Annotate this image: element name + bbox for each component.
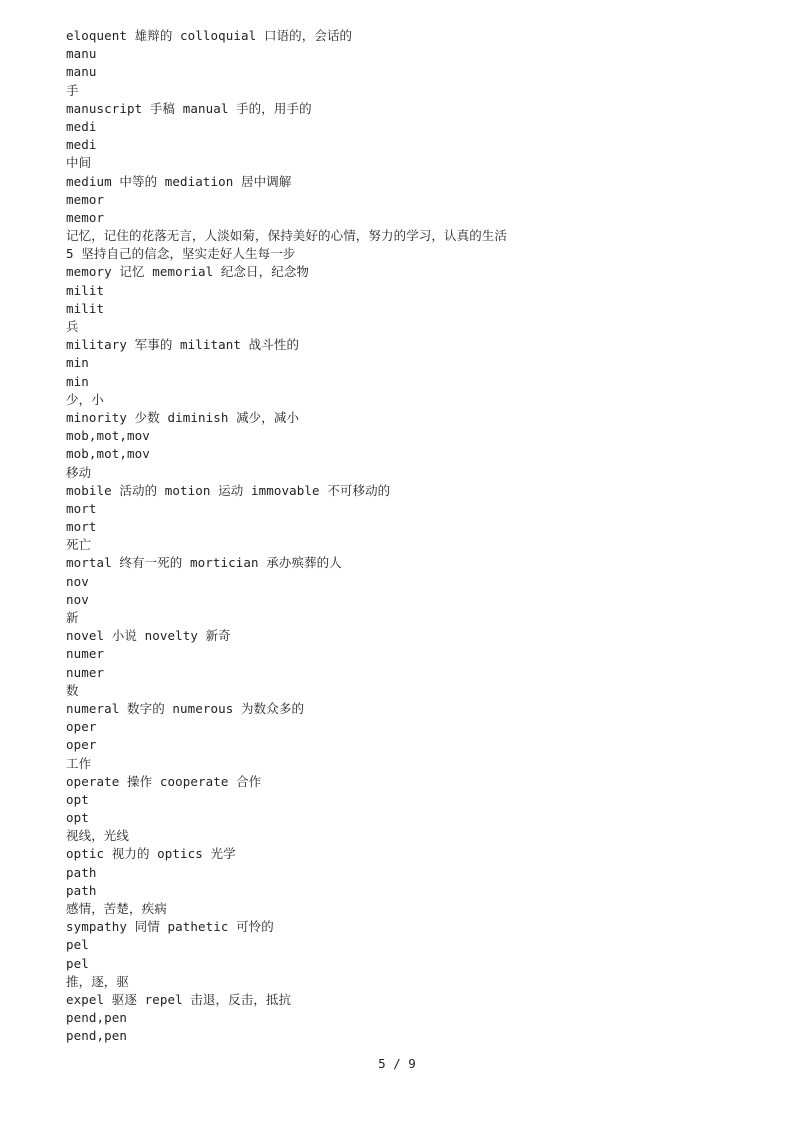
text-line: mort — [66, 519, 97, 535]
text-line: path — [66, 882, 97, 898]
page-number-footer — [0, 1056, 794, 1071]
text-line: manu — [66, 64, 97, 80]
text-line: medium 中等的 mediation 居中调解 — [66, 173, 292, 189]
text-line: novel 小说 novelty 新奇 — [66, 628, 231, 644]
text-line: sympathy 同情 pathetic 可怜的 — [66, 919, 274, 935]
text-line: memory 记忆 memorial 纪念日，纪念物 — [66, 264, 310, 280]
text-line: manu — [66, 46, 97, 62]
text-line: 手 — [66, 82, 79, 98]
text-line: nov — [66, 573, 89, 589]
text-line: eloquent 雄辩的 colloquial 口语的，会话的 — [66, 28, 353, 43]
text-line: 工作 — [66, 755, 92, 771]
text-line: 推，逐，驱 — [66, 973, 130, 989]
text-line: oper — [66, 737, 97, 753]
text-line: manuscript 手稿 manual 手的，用手的 — [66, 100, 312, 116]
text-line: operate 操作 cooperate 合作 — [66, 773, 262, 789]
text-line: 感情，苦楚，疾病 — [66, 901, 167, 916]
text-line: mobile 活动的 motion 运动 immovable 不可移动的 — [66, 482, 391, 498]
text-line: memor — [66, 191, 105, 207]
text-line: 死亡 — [66, 537, 92, 553]
text-line: mob,mot,mov — [66, 446, 150, 462]
text-line: nov — [66, 591, 89, 607]
text-line: medi — [66, 118, 97, 134]
text-line: oper — [66, 719, 97, 735]
text-line: 记忆，记住的花落无言，人淡如菊，保持美好的心情，努力的学习，认真的生活 — [66, 228, 508, 244]
document-body — [66, 27, 766, 1046]
text-line: minority 少数 diminish 减少，减小 — [66, 409, 300, 425]
text-line: numeral 数字的 numerous 为数众多的 — [66, 700, 305, 716]
text-line: numer — [66, 646, 105, 662]
text-line: min — [66, 355, 89, 371]
text-line: 新 — [66, 610, 79, 625]
text-line: pel — [66, 937, 89, 953]
text-line: mort — [66, 500, 97, 516]
text-line: pend,pen — [66, 1010, 128, 1026]
text-line: medi — [66, 137, 97, 153]
text-line: mob,mot,mov — [66, 428, 150, 444]
text-line: 兵 — [66, 319, 79, 334]
text-line: min — [66, 373, 89, 389]
text-line: 视线，光线 — [66, 828, 130, 844]
text-line: military 军事的 militant 战斗性的 — [66, 337, 300, 353]
text-line: 5 坚持自己的信念，坚实走好人生每一步 — [66, 246, 296, 262]
text-line: pel — [66, 955, 89, 971]
text-line: path — [66, 864, 97, 880]
text-line: memor — [66, 209, 105, 225]
text-line: 少，小 — [66, 391, 104, 407]
text-line: 中间 — [66, 155, 92, 171]
text-line: milit — [66, 282, 105, 298]
text-line: milit — [66, 300, 105, 316]
text-line: optic 视力的 optics 光学 — [66, 846, 236, 862]
text-line: expel 驱逐 repel 击退，反击，抵抗 — [66, 991, 292, 1007]
text-line: mortal 终有一死的 mortician 承办殡葬的人 — [66, 555, 342, 571]
page-indicator: 5 / 9 — [378, 1056, 416, 1071]
text-line: opt — [66, 810, 89, 826]
text-line: numer — [66, 664, 105, 680]
text-line: pend,pen — [66, 1028, 128, 1044]
text-line: 数 — [66, 682, 79, 698]
text-line: opt — [66, 791, 89, 807]
text-line: 移动 — [66, 464, 92, 480]
